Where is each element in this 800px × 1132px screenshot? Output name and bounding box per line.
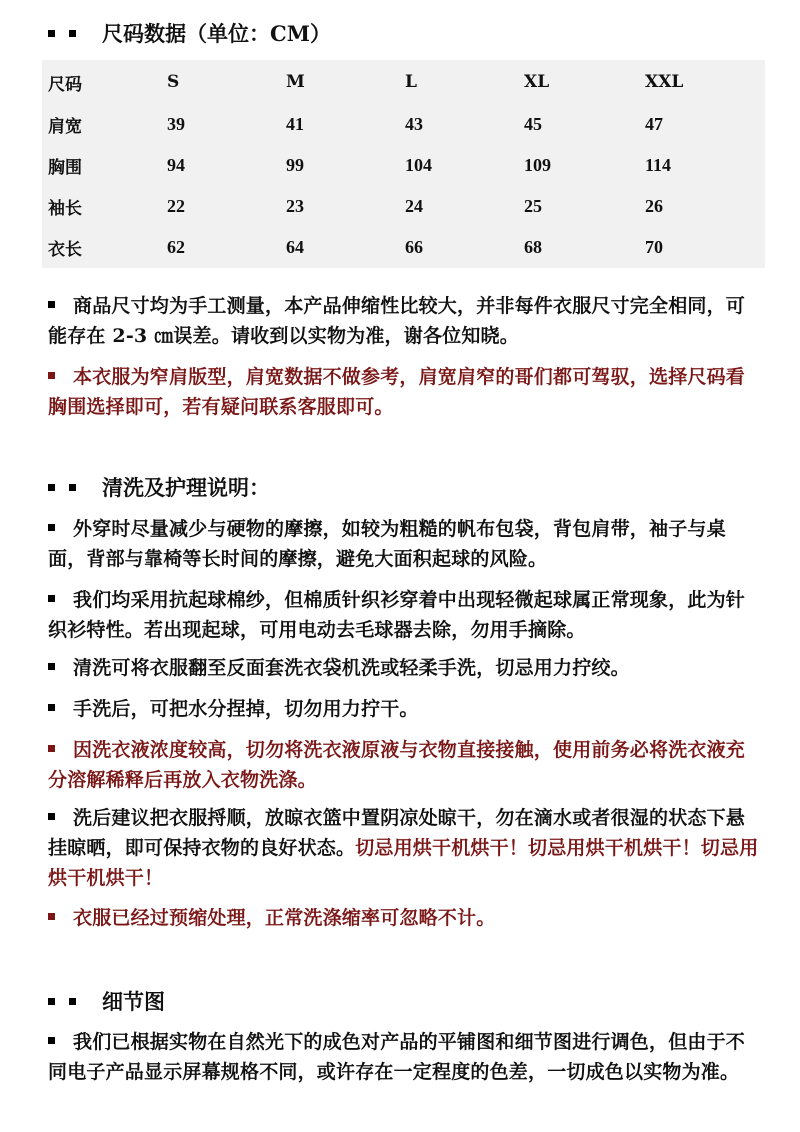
table-cell: 26 xyxy=(645,196,663,216)
bullet-icon xyxy=(48,745,55,752)
table-header-cell: 尺码 xyxy=(48,74,82,95)
bullet-icon xyxy=(48,813,55,820)
bullet-icon xyxy=(48,663,55,670)
care-item xyxy=(48,585,764,645)
table-header-cell: S xyxy=(167,72,180,92)
care-item-text: 外穿时尽量减少与硬物的摩擦，如较为粗糙的帆布包袋，背包肩带，袖子与桌面，背部与靠椅等长时间的摩擦，避免大面积起球的风险。 xyxy=(48,518,726,570)
detail-note-text: 我们已根据实物在自然光下的成色对产品的平铺图和细节图进行调色，但由于不同电子产品显示屏幕规格不同，或许存在一定程度的色差，一切成色以实物为准。 xyxy=(48,1031,746,1083)
heading-bullet-icon xyxy=(48,484,76,491)
size-section-title: 尺码数据（单位：CM） xyxy=(102,21,331,46)
bullet-icon xyxy=(48,704,55,711)
table-header-cell: M xyxy=(286,72,305,92)
care-item xyxy=(48,514,764,574)
size-note-text: 商品尺寸均为手工测量，本产品伸缩性比较大，并非每件衣服尺寸完全相同，可能存在 2-3 ㎝误差。请收到以实物为准，谢各位知晓。 xyxy=(48,295,746,347)
table-cell: 39 xyxy=(167,114,185,134)
care-item-text: 手洗后，可把水分捏掉，切勿用力拧干。 xyxy=(73,698,419,720)
bullet-icon xyxy=(48,913,55,920)
table-row xyxy=(42,145,765,186)
care-item xyxy=(48,803,764,893)
table-cell: 99 xyxy=(286,155,304,175)
care-warning-text: 因洗衣液浓度较高，切勿将洗衣液原液与衣物直接接触，使用前务必将洗衣液充分溶解稀释后再放入衣物洗涤。 xyxy=(48,739,746,791)
care-warning xyxy=(48,735,764,795)
table-cell: 114 xyxy=(645,155,672,175)
table-cell: 68 xyxy=(524,237,542,257)
table-row xyxy=(42,186,765,227)
table-cell: 109 xyxy=(524,155,551,175)
table-cell: 47 xyxy=(645,114,663,134)
table-cell: 41 xyxy=(286,114,304,134)
detail-section-heading xyxy=(48,983,165,1019)
table-cell: 衣长 xyxy=(48,240,82,260)
care-item xyxy=(48,694,764,724)
bullet-icon xyxy=(48,372,55,379)
table-cell: 94 xyxy=(167,155,185,175)
table-cell: 22 xyxy=(167,196,185,216)
bullet-icon xyxy=(48,524,55,531)
bullet-icon xyxy=(48,301,55,308)
size-section-heading xyxy=(48,15,331,51)
care-item-text: 我们均采用抗起球棉纱，但棉质针织衫穿着中出现轻微起球属正常现象，此为针织衫特性。若出现起球，可用电动去毛球器去除，勿用手摘除。 xyxy=(48,589,746,641)
heading-bullet-icon xyxy=(48,30,76,37)
size-table xyxy=(42,60,765,268)
heading-bullet-icon xyxy=(48,998,76,1005)
care-section-heading xyxy=(48,469,270,505)
detail-section-title: 细节图 xyxy=(102,989,165,1014)
table-cell: 70 xyxy=(645,237,663,257)
care-item xyxy=(48,653,764,683)
care-item-text: 洗后建议把衣服捋顺，放晾衣篮中置阴凉处晾干，勿在滴水或者很湿的状态下悬挂晾晒，即可保持衣物的良好状态。 xyxy=(48,807,746,859)
table-cell: 袖长 xyxy=(48,199,82,219)
table-header-cell: L xyxy=(405,72,417,92)
table-cell: 104 xyxy=(405,155,432,175)
detail-note xyxy=(48,1027,764,1087)
table-header-cell: XL xyxy=(524,72,550,92)
size-warning-text: 本衣服为窄肩版型，肩宽数据不做参考，肩宽肩窄的哥们都可驾驭，选择尺码看胸围选择即可，若有疑问联系客服即可。 xyxy=(48,366,746,418)
dryer-warning-text: 切忌用烘干机烘干！切忌用烘干机烘干！切忌用烘干机烘干！ xyxy=(48,837,759,889)
care-section-title: 清洗及护理说明： xyxy=(102,475,270,500)
bullet-icon xyxy=(48,595,55,602)
table-cell: 23 xyxy=(286,196,304,216)
table-cell: 肩宽 xyxy=(48,117,82,137)
table-cell: 64 xyxy=(286,237,304,257)
size-warning xyxy=(48,362,764,422)
table-header-cell: XXL xyxy=(645,72,684,92)
care-item-text: 清洗可将衣服翻至反面套洗衣袋机洗或轻柔手洗，切忌用力拧绞。 xyxy=(73,657,630,679)
bullet-icon xyxy=(48,1037,55,1044)
table-cell: 43 xyxy=(405,114,423,134)
table-cell: 45 xyxy=(524,114,542,134)
size-note xyxy=(48,291,764,351)
table-cell: 62 xyxy=(167,237,185,257)
table-row xyxy=(42,104,765,145)
table-header-row xyxy=(42,60,765,104)
table-cell: 24 xyxy=(405,196,423,216)
table-cell: 25 xyxy=(524,196,542,216)
table-cell: 66 xyxy=(405,237,423,257)
table-row xyxy=(42,227,765,268)
care-warning xyxy=(48,903,764,933)
table-cell: 胸围 xyxy=(48,158,82,178)
care-warning-text: 衣服已经过预缩处理，正常洗涤缩率可忽略不计。 xyxy=(73,907,496,929)
